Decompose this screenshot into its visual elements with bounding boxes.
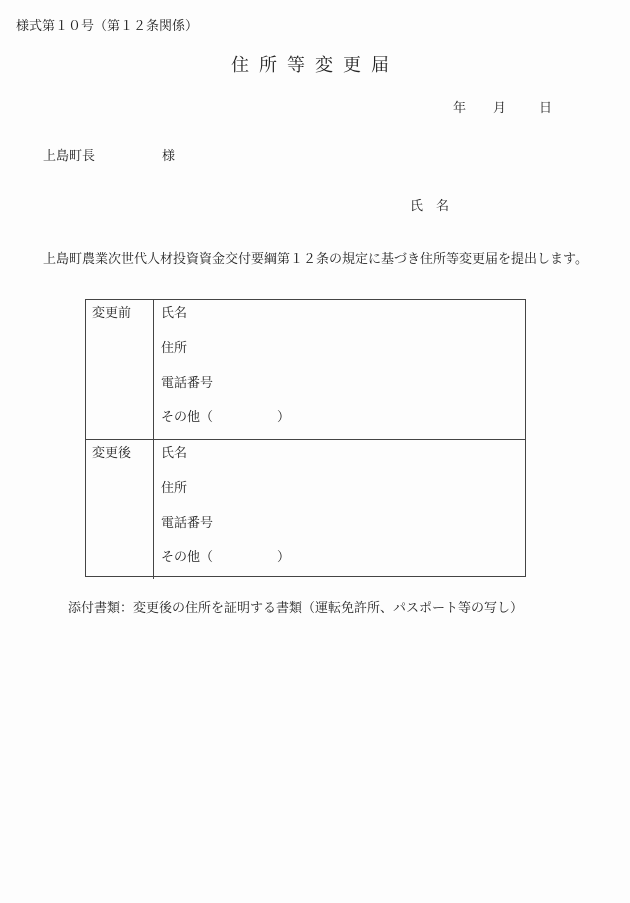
applicant-label-sei: 氏 <box>410 199 424 214</box>
after-heading-cell <box>86 440 154 579</box>
before-other-close: ） <box>277 410 291 425</box>
applicant-name-label <box>410 195 449 214</box>
after-address-label: 住所 <box>161 481 188 496</box>
addressee <box>43 145 175 164</box>
after-other-label <box>161 546 290 565</box>
after-other-close: ） <box>277 550 291 565</box>
addressee-mayor: 上島町長 <box>43 149 96 164</box>
before-section <box>86 300 525 439</box>
date-month-label: 月 <box>493 101 507 116</box>
date-year-label: 年 <box>453 101 467 116</box>
statement-text: 上島町農業次世代人材投資資金交付要綱第１２条の規定に基づき住所等変更届を提出します。 <box>43 252 588 267</box>
addressee-honorific: 様 <box>162 149 176 164</box>
before-other-open: その他（ <box>161 410 214 425</box>
after-other-open: その他（ <box>161 550 214 565</box>
applicant-label-mei: 名 <box>436 199 450 214</box>
change-table <box>85 299 526 577</box>
before-name-label: 氏名 <box>161 306 188 321</box>
before-heading: 変更前 <box>92 306 132 321</box>
before-other-label <box>161 406 290 425</box>
before-heading-cell <box>86 300 154 439</box>
date-day-label: 日 <box>539 101 553 116</box>
after-heading: 変更後 <box>92 446 132 461</box>
attachment-note: 添付書類：変更後の住所を証明する書類（運転免許所、パスポート等の写し） <box>68 601 524 616</box>
before-address-label: 住所 <box>161 341 188 356</box>
document-title: 住所等変更届 <box>231 55 399 76</box>
after-name-label: 氏名 <box>161 446 188 461</box>
form-number: 様式第１０号（第１２条関係） <box>16 19 199 34</box>
after-section <box>86 439 525 579</box>
before-phone-label: 電話番号 <box>161 376 214 391</box>
date-line <box>453 97 552 116</box>
after-phone-label: 電話番号 <box>161 516 214 531</box>
